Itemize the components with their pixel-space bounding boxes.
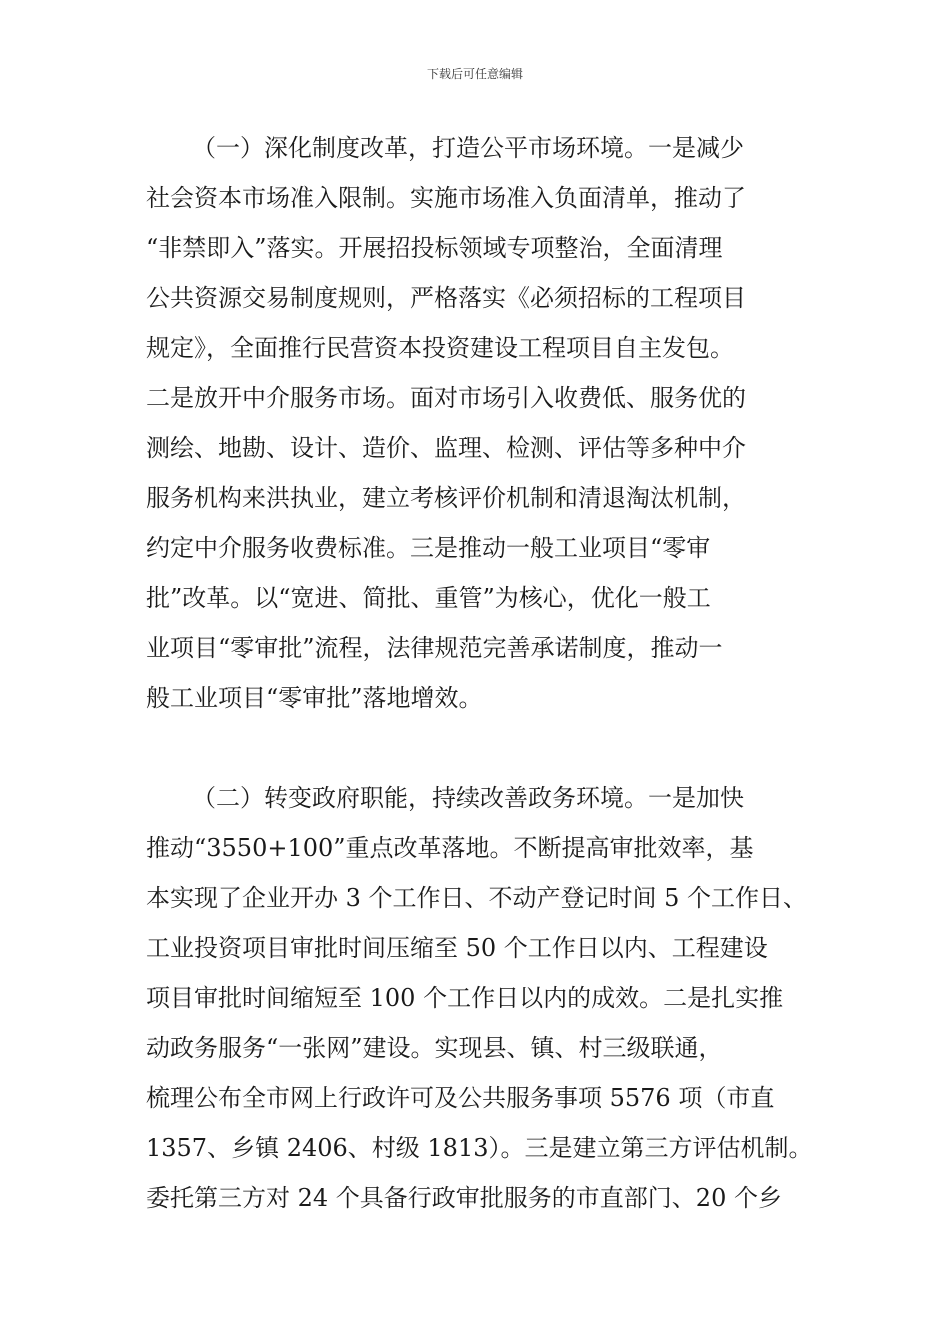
paragraph-line: 般工业项目“零审批”落地增效。 [146, 684, 483, 712]
paragraph-line: 项目审批时间缩短至 100 个工作日以内的成效。二是扎实推 [146, 984, 784, 1012]
paragraph-line: 公共资源交易制度规则，严格落实《必须招标的工程项目 [146, 284, 746, 312]
paragraph-line: 业项目“零审批”流程，法律规范完善承诺制度，推动一 [146, 634, 723, 662]
paragraph-line: 批”改革。以“宽进、简批、重管”为核心，优化一般工 [146, 584, 711, 612]
paragraph-line: 二是放开中介服务市场。面对市场引入收费低、服务优的 [146, 384, 746, 412]
page-header: 下载后可任意编辑 [426, 67, 523, 81]
paragraph-line: 本实现了企业开办 3 个工作日、不动产登记时间 5 个工作日、 [146, 884, 808, 912]
paragraph-line: 委托第三方对 24 个具备行政审批服务的市直部门、20 个乡 [146, 1184, 782, 1212]
paragraph-line: （二）转变政府职能，持续改善政务环境。一是加快 [192, 784, 744, 812]
paragraph-line: 1357、乡镇 2406、村级 1813）。三是建立第三方评估机制。 [146, 1134, 813, 1162]
paragraph-line: 工业投资项目审批时间压缩至 50 个工作日以内、工程建设 [146, 934, 768, 962]
paragraph-line: （一）深化制度改革，打造公平市场环境。一是减少 [192, 134, 744, 162]
paragraph-line: 服务机构来洪执业，建立考核评价机制和清退淘汰机制， [146, 484, 746, 512]
paragraph-line: “非禁即入”落实。开展招投标领域专项整治，全面清理 [146, 234, 723, 262]
paragraph-line: 测绘、地勘、设计、造价、监理、检测、评估等多种中介 [146, 434, 746, 462]
paragraph-line: 约定中介服务收费标准。三是推动一般工业项目“零审 [146, 534, 711, 562]
paragraph-line: 推动“3550+100”重点改革落地。不断提高审批效率，基 [146, 834, 754, 862]
paragraph-line: 动政务服务“一张网”建设。实现县、镇、村三级联通， [146, 1034, 723, 1062]
paragraph-line: 社会资本市场准入限制。实施市场准入负面清单，推动了 [146, 184, 746, 212]
paragraph-line: 规定》，全面推行民营资本投资建设工程项目自主发包。 [146, 334, 734, 362]
paragraph-line: 梳理公布全市网上行政许可及公共服务事项 5576 项（市直 [146, 1084, 775, 1112]
